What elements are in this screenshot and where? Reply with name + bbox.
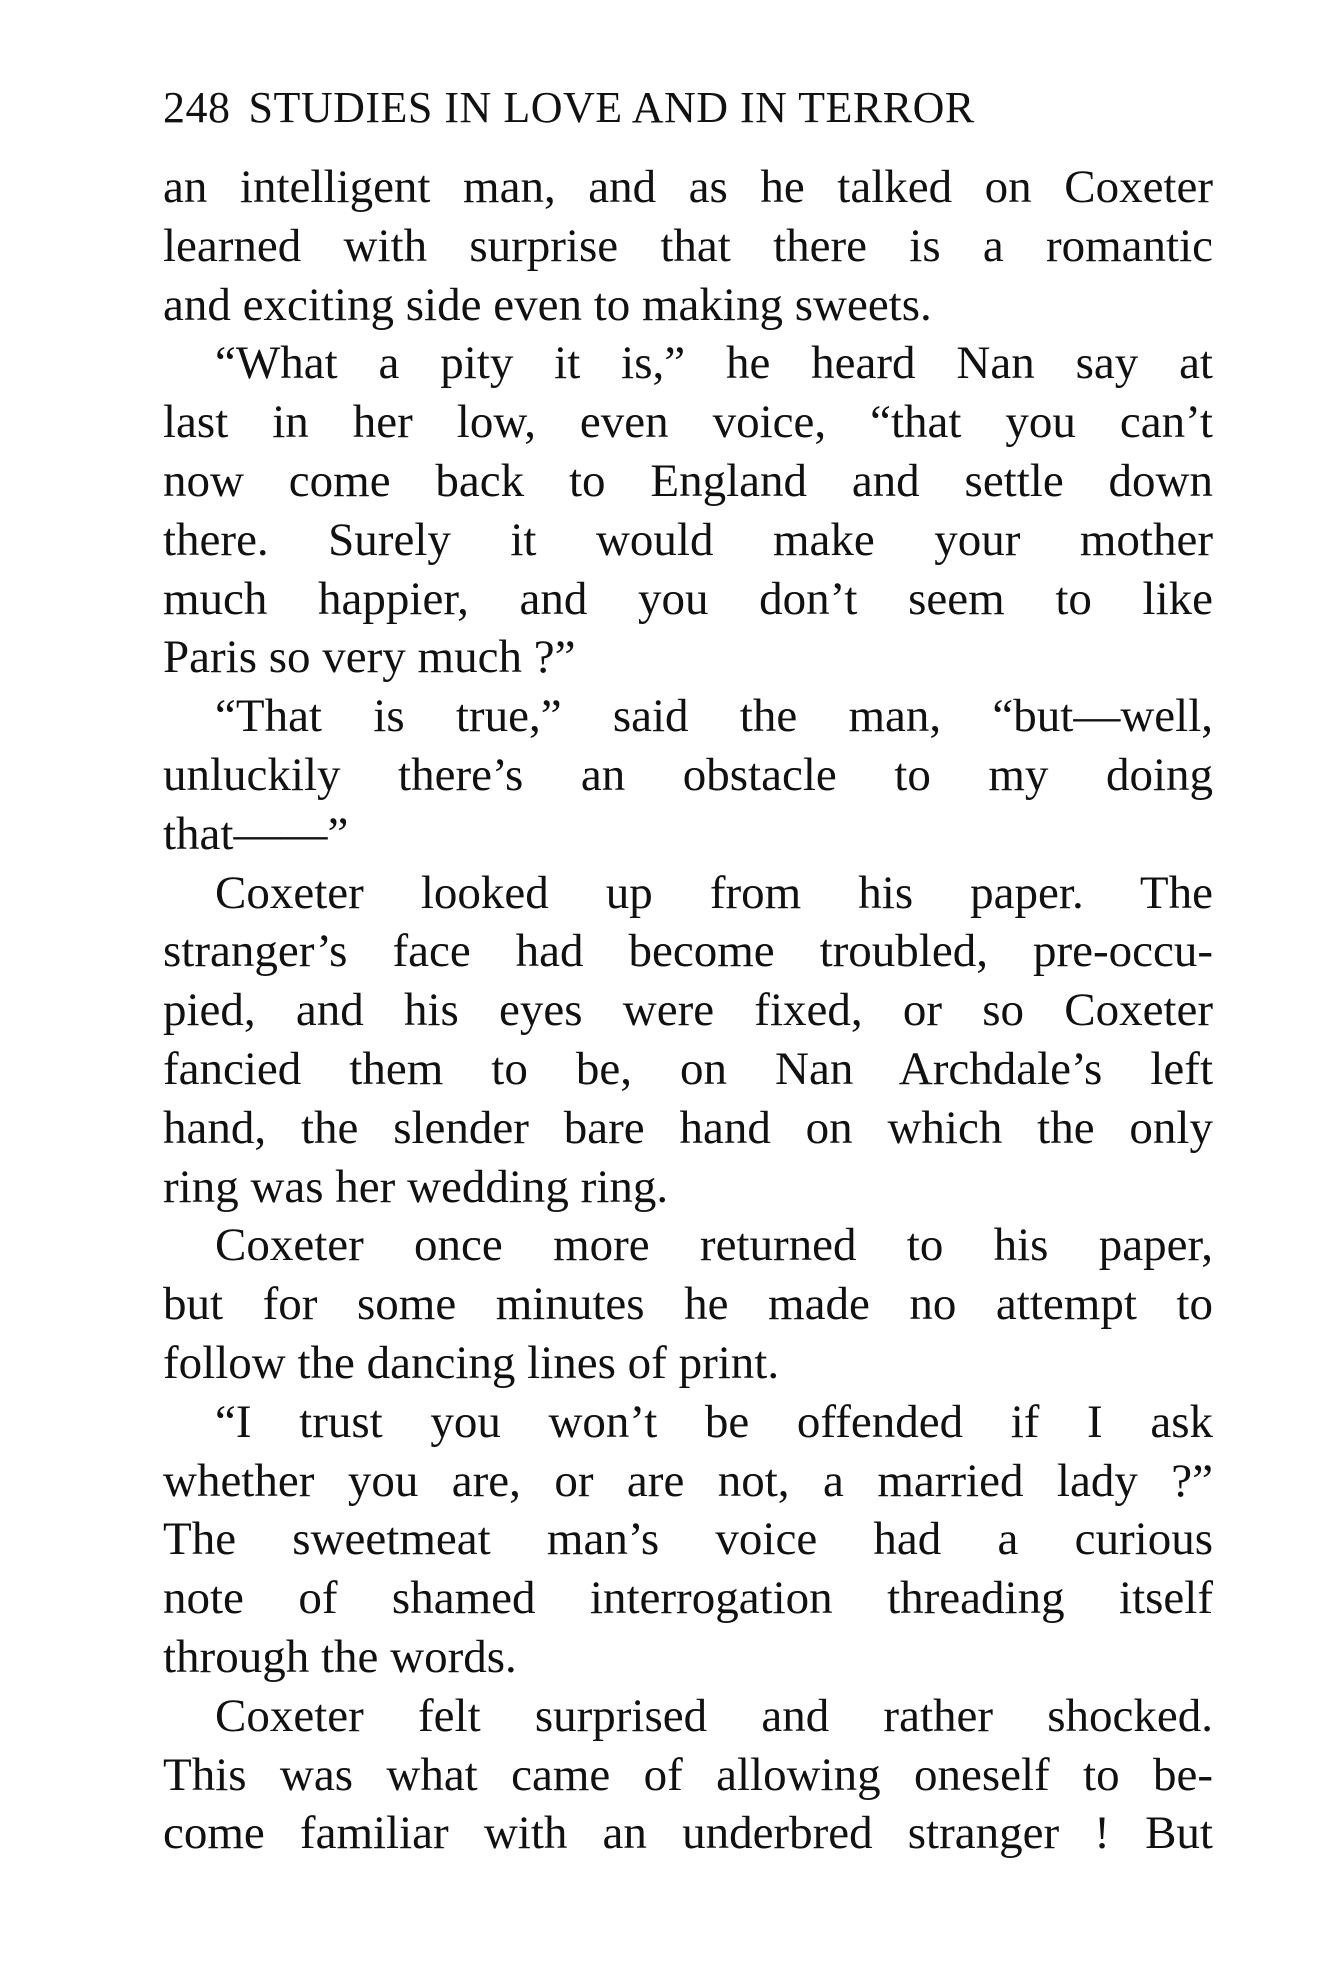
text-line: This was what came of allowing oneself to be-: [163, 1748, 1213, 1801]
text-line: note of shamed interrogation threading itself: [163, 1572, 1213, 1625]
text-line: last in her low, even voice, “that you can’t: [163, 396, 1213, 449]
text-line: stranger’s face had become troubled, pre-occu-: [163, 925, 1213, 978]
text-line: The sweetmeat man’s voice had a curious: [163, 1513, 1213, 1566]
text-line: “I trust you won’t be offended if I ask: [215, 1395, 1213, 1448]
text-line: much happier, and you don’t seem to like: [163, 572, 1213, 625]
text-line: Coxeter once more returned to his paper,: [215, 1219, 1213, 1272]
text-line: ring was her wedding ring.: [163, 1160, 669, 1213]
text-line: “That is true,” said the man, “but—well,: [215, 690, 1213, 743]
text-line: Coxeter looked up from his paper. The: [215, 866, 1213, 919]
text-line: whether you are, or are not, a married lady ?”: [163, 1454, 1213, 1507]
text-line: hand, the slender bare hand on which the only: [163, 1101, 1213, 1154]
text-line: Paris so very much ?”: [163, 631, 576, 684]
running-head: [163, 78, 1213, 138]
text-line: but for some minutes he made no attempt to: [163, 1278, 1213, 1331]
text-line: fancied them to be, on Nan Archdale’s left: [163, 1042, 1213, 1095]
text-line: follow the dancing lines of print.: [163, 1336, 780, 1389]
body-text: [163, 158, 1213, 1863]
text-line: that——”: [163, 807, 349, 860]
book-title: STUDIES IN LOVE AND IN TERROR: [248, 83, 975, 132]
text-line: learned with surprise that there is a romantic: [163, 219, 1213, 272]
text-line: now come back to England and settle down: [163, 454, 1213, 507]
text-line: and exciting side even to making sweets.: [163, 278, 932, 331]
text-line: “What a pity it is,” he heard Nan say at: [215, 337, 1213, 390]
text-line: pied, and his eyes were fixed, or so Coxeter: [163, 984, 1213, 1037]
text-line: unluckily there’s an obstacle to my doing: [163, 748, 1213, 801]
text-line: come familiar with an underbred stranger ! But: [163, 1807, 1213, 1860]
text-line: through the words.: [163, 1630, 517, 1683]
text-line: an intelligent man, and as he talked on Coxeter: [163, 161, 1213, 213]
text-line: there. Surely it would make your mother: [163, 513, 1213, 566]
page-number: 248: [163, 83, 231, 132]
text-line: Coxeter felt surprised and rather shocked.: [215, 1689, 1213, 1742]
